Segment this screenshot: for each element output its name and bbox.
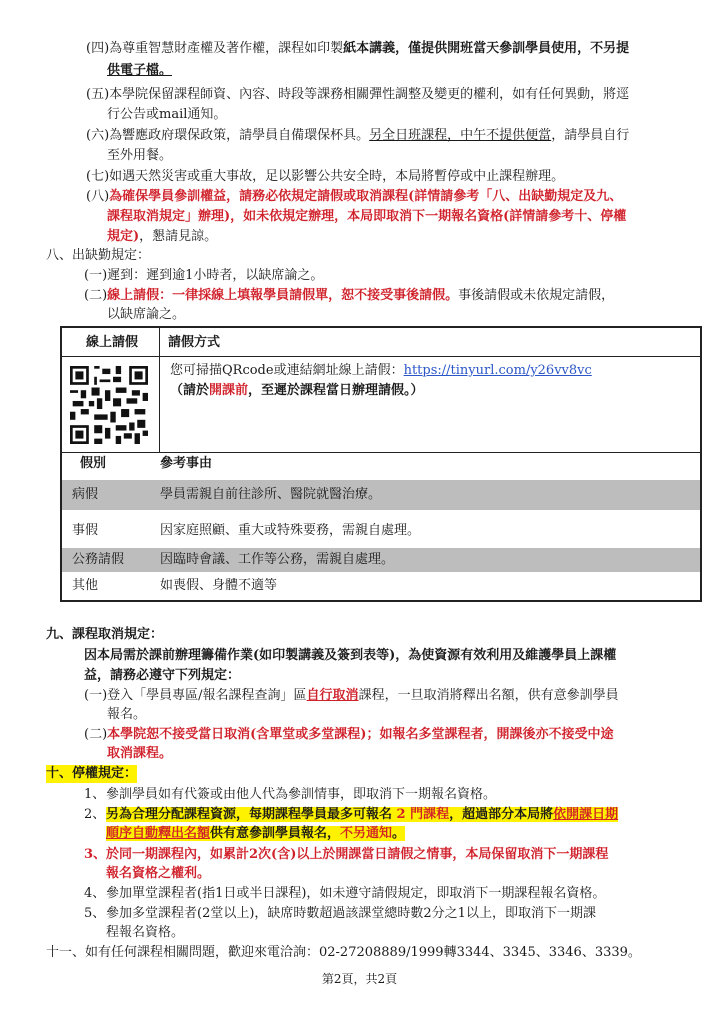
item-4-line2: 供電子檔。 (107, 63, 173, 78)
section-9-item-1-line1: (一)登入「學員專區/報名課程查詢」區自行取消課程，一旦取消將釋出名額，供有意參訓學員 (84, 688, 619, 703)
leave-deadline-note: （請於開課前，至遲於課程當日辦理請假。） (170, 383, 424, 398)
leave-reason-sick: 學員需親自前往診所、醫院就醫治療。 (160, 487, 382, 502)
qr-instruction: 您可掃描QRcode或連結網址線上請假：https://tinyurl.com/y26vv8vc (170, 363, 592, 378)
section-9-intro-line2: 益，請務必遵守下列規定： (84, 668, 241, 683)
section-10-item-3-line2: 報名資格之權利。 (106, 866, 211, 881)
section-8-item-2-line1: (二)線上請假：一律採線上填報學員請假單，恕不接受事後請假。事後請假或未依規定請假， (84, 288, 615, 303)
section-11-contact: 十一、如有任何課程相關問題，歡迎來電洽詢：02-27208889/1999轉3344、3345、3346、3339。 (46, 945, 641, 960)
leave-reason-header: 參考事由 (160, 456, 213, 471)
item-8-line1: (八)為確保學員參訓權益，請務必依規定請假或取消課程(詳情請參考「八、出缺勤規定及九、 (86, 189, 623, 204)
leave-reason-official: 因臨時會議、工作等公務，需親自處理。 (160, 552, 395, 567)
section-10-item-4: 4、參加單堂課程者(指1日或半日課程)，如未遵守請假規定，即取消下一期課程報名資格。 (84, 886, 606, 901)
section-9-title: 九、課程取消規定： (46, 627, 164, 642)
section-8-item-2-line2: 以缺席論之。 (107, 307, 186, 322)
section-9-item-1-line2: 報名。 (107, 707, 147, 722)
leave-reason-personal: 因家庭照顧、重大或特殊要務，需親自處理。 (160, 523, 421, 538)
section-10-item-3-line1: 3、於同一期課程內，如累計2次(含)以上於開課當日請假之情事，本局保留取消下一期課程 (84, 847, 609, 862)
item-4-line1: (四)為尊重智慧財產權及著作權，課程如印製紙本講義，僅提供開班當天參訓學員使用，不另提 (86, 41, 630, 56)
section-9-intro-line1: 因本局需於課前辦理籌備作業(如印製講義及簽到表等)，為使資源有效利用及維護學員上課權 (84, 648, 617, 663)
section-10-item-2-line1: 2、另為合理分配課程資源，每期課程學員最多可報名 2 門課程，超過部分本局將依開課日期 (84, 807, 619, 822)
item-6-line2: 至外用餐。 (107, 148, 173, 163)
leave-type-header: 假別 (80, 456, 107, 471)
qrcode-icon[interactable] (70, 366, 148, 444)
leave-type-sick: 病假 (72, 487, 99, 502)
leave-form-link[interactable]: https://tinyurl.com/y26vv8vc (403, 363, 592, 378)
leave-table (60, 326, 702, 602)
item-5-line1: (五)本學院保留課程師資、內容、時段等課務相關彈性調整及變更的權利，如有任何異動，將逕 (86, 87, 630, 102)
item-8-line3: 規定)，懇請見諒。 (107, 229, 218, 244)
section-10-title: 十、停權規定： (46, 766, 138, 781)
section-10-item-5-line1: 5、參加多堂課程者(2堂以上)，缺席時數超過該課堂總時數2分之1以上，即取消下一期課 (84, 906, 596, 921)
item-8-line2: 課程取消規定」辦理)，如未依規定辦理，本局即取消下一期報名資格(詳情請參考十、停權 (107, 209, 627, 224)
section-8-title: 八、出缺勤規定： (46, 248, 151, 263)
leave-type-other: 其他 (72, 578, 99, 593)
section-10-item-2-line2: 順序自動釋出名額供有意參訓學員報名，不另通知。 (106, 826, 406, 841)
leave-type-personal: 事假 (72, 523, 99, 538)
section-10-item-5-line2: 程報名資格。 (106, 925, 185, 940)
item-5-line2: 行公告或mail通知。 (107, 107, 227, 122)
leave-reason-other: 如喪假、身體不適等 (160, 578, 278, 593)
table-header-leave-method: 請假方式 (168, 335, 221, 350)
section-8-item-1: (一)遲到：遲到逾1小時者，以缺席論之。 (84, 268, 324, 283)
section-10-item-1: 1、參訓學員如有代簽或由他人代為參訓情事，即取消下一期報名資格。 (84, 787, 497, 802)
section-9-item-2-line2: 取消課程。 (107, 746, 173, 761)
item-7: (七)如遇天然災害或重大事故，足以影響公共安全時，本局將暫停或中止課程辦理。 (86, 169, 565, 184)
table-header-online-leave: 線上請假 (86, 335, 139, 350)
page-number: 第2頁，共2頁 (321, 972, 398, 986)
section-9-item-2-line1: (二)本學院恕不接受當日取消(含單堂或多堂課程)；如報名多堂課程者，開課後亦不接受中途 (84, 727, 614, 742)
item-6-line1: (六)為響應政府環保政策，請學員自備環保杯具。另全日班課程，中午不提供便當，請學員自行 (86, 128, 630, 143)
leave-type-official: 公務請假 (72, 552, 125, 567)
